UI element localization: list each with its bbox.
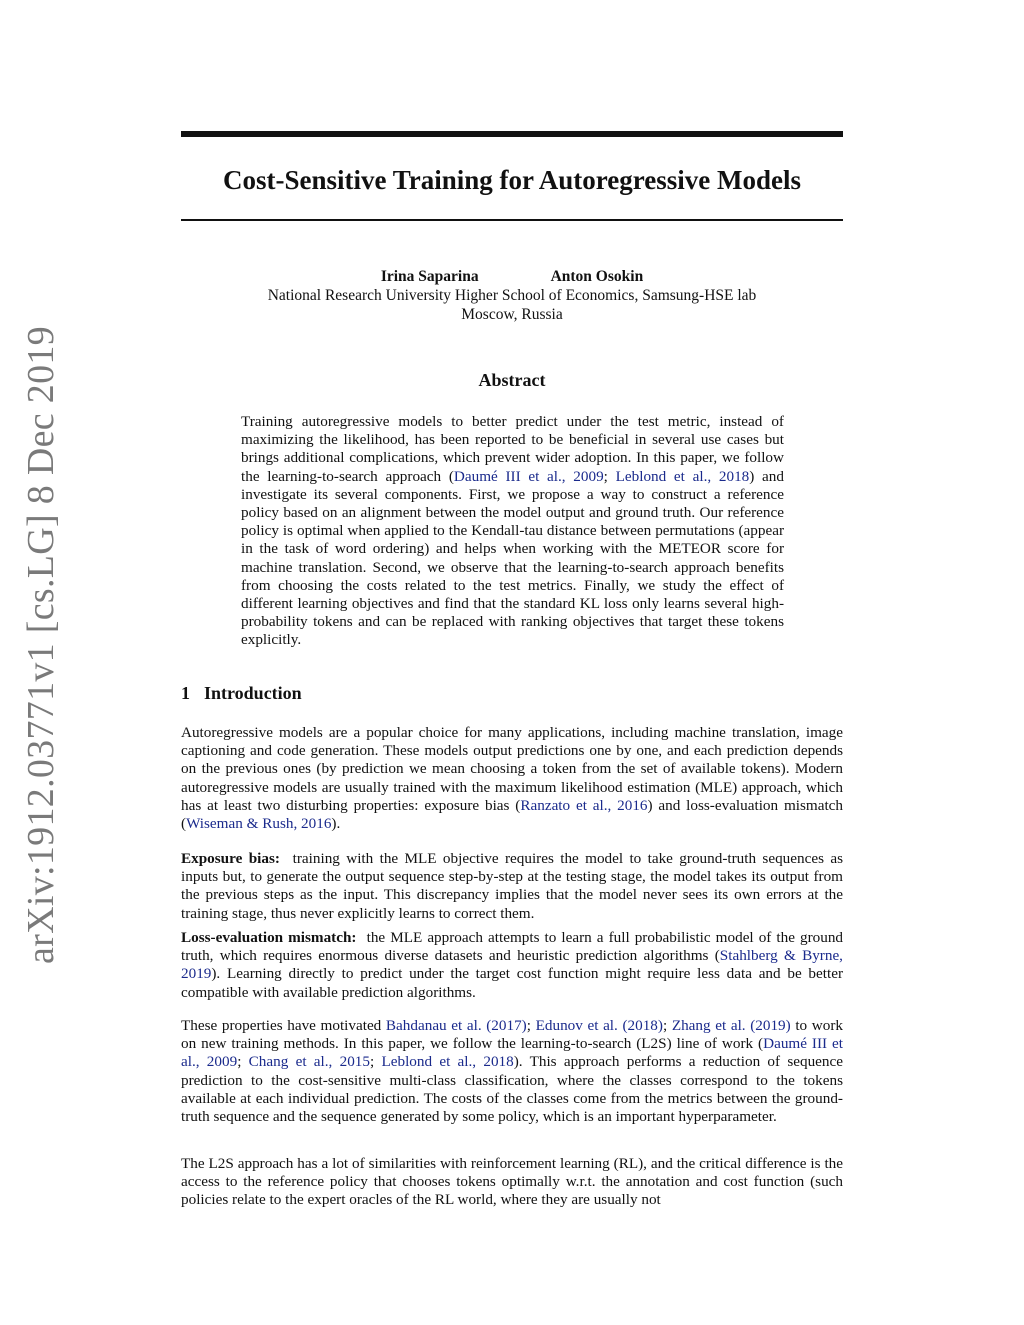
citation-link[interactable]: Stahlberg & Byrne, 2019 [181,947,843,983]
section-number: 1 [181,683,190,703]
author-block [181,267,843,324]
citation-link[interactable]: Ranzato et al., 2016 [520,796,648,814]
abstract-heading: Abstract [478,370,546,390]
section-heading-introduction [181,683,302,704]
paragraph-run-head: Loss-evaluation mismatch: [181,929,357,946]
author-name: Irina Saparina [380,268,479,285]
citation-link[interactable]: Daumé III et al., 2009 [181,1035,843,1071]
citation-link[interactable]: Chang et al., 2015 [248,1053,370,1071]
author-affiliation: National Research University Higher School of Economics, Samsung-HSE lab [267,287,757,304]
author-location: Moscow, Russia [461,306,563,323]
section-title: Introduction [204,683,302,703]
citation-link[interactable]: Leblond et al., 2018 [381,1053,514,1071]
intro-paragraph-1: Autoregressive models are a popular choice for many applications, including machine translation, image captioning and code generation. These models output predictions one by one, and each prediction depends on the previous ones (by prediction we mean choosing a token from the set of available tokens). Modern autoregressive models are usually trained with the maximum likelihood estimation (MLE) approach, which has at least two disturbing properties: exposure bias (Ranzato et al., 2016) and loss-evaluation mismatch (Wiseman & Rush, 2016). [181,724,843,833]
loss-evaluation-paragraph: Loss-evaluation mismatch: the MLE approach attempts to learn a full probabilistic model of the ground truth, which requires enormous diverse datasets and heuristic prediction algorithms (Stahlberg & Byrne, 2019). Learning directly to predict under the target cost function might require less data and be better compatible with available prediction algorithms. [181,929,844,1001]
author-names [181,267,843,286]
intro-paragraph-l2s: The L2S approach has a lot of similarities with reinforcement learning (RL), and the critical difference is the access to the reference policy that chooses tokens optimally w.r.t. the annotation and cost function (such policies relate to the expert oracles of the RL world, where they are usually not [181,1155,843,1209]
abstract-text: Training autoregressive models to better predict under the test metric, instead of maximizing the likelihood, has been reported to be beneficial in several use cases but brings additional complications, which prevent wider adoption. In this paper, we follow the learning-to-search approach (Daumé III et al., 2009; Leblond et al., 2018) and investigate its several components. First, we propose a way to construct a reference policy based on an alignment between the model output and ground truth. Our reference policy is optimal when applied to the Kendall-tau distance between permutations (appear in the task of word ordering) and helps when working with the METEOR score for machine translation. Second, we observe that the learning-to-search approach benefits from choosing the costs related to the test metrics. Finally, we study the effect of different learning objectives and find that the standard KL loss only learns several high-probability tokens and can be replaced with ranking objectives that target these tokens explicitly. [241,413,784,649]
paper-title: Cost-Sensitive Training for Autoregressive Models [223,165,801,195]
citation-link[interactable]: Bahdanau et al. (2017) [385,1017,527,1034]
citation-link[interactable]: Wiseman & Rush, 2016 [186,815,332,833]
intro-paragraph-motivation: These properties have motivated Bahdanau et al. (2017); Edunov et al. (2018); Zhang et al. (2019) to work on new training methods. In this paper, we follow the learning-to-search (L2S) line of work (Daumé III et al., 2009; Chang et al., 2015; Leblond et al., 2018). This approach performs a reduction of sequence prediction to the cost-sensitive multi-class classification, where the classes correspond to the tokens available at each individual prediction. The costs of the classes come from the metrics between the ground-truth sequence and the sequence generated by some policy, which is an important hyperparameter. [181,1017,843,1126]
citation-link[interactable]: Edunov et al. (2018) [535,1017,663,1034]
citation-link[interactable]: Daumé III et al., 2009 [453,467,604,485]
title-bottom-rule [181,219,843,221]
paragraph-run-head: Exposure bias: [181,850,280,867]
exposure-bias-paragraph: Exposure bias: training with the MLE objective requires the model to take ground-truth sequences as inputs but, to generate the output sequence step-by-step at the testing stage, the model takes its output from the previous steps as the input. This discrepancy implies that the model never sees its own errors at the training stage, thus never explicitly learns to correct them. [181,850,843,922]
title-top-rule [181,131,843,137]
citation-link[interactable]: Leblond et al., 2018 [615,467,750,485]
arxiv-identifier-stamp: arXiv:1912.03771v1 [cs.LG] 8 Dec 2019 [20,326,62,964]
citation-link[interactable]: Zhang et al. (2019) [671,1017,791,1034]
author-name: Anton Osokin [550,268,644,285]
